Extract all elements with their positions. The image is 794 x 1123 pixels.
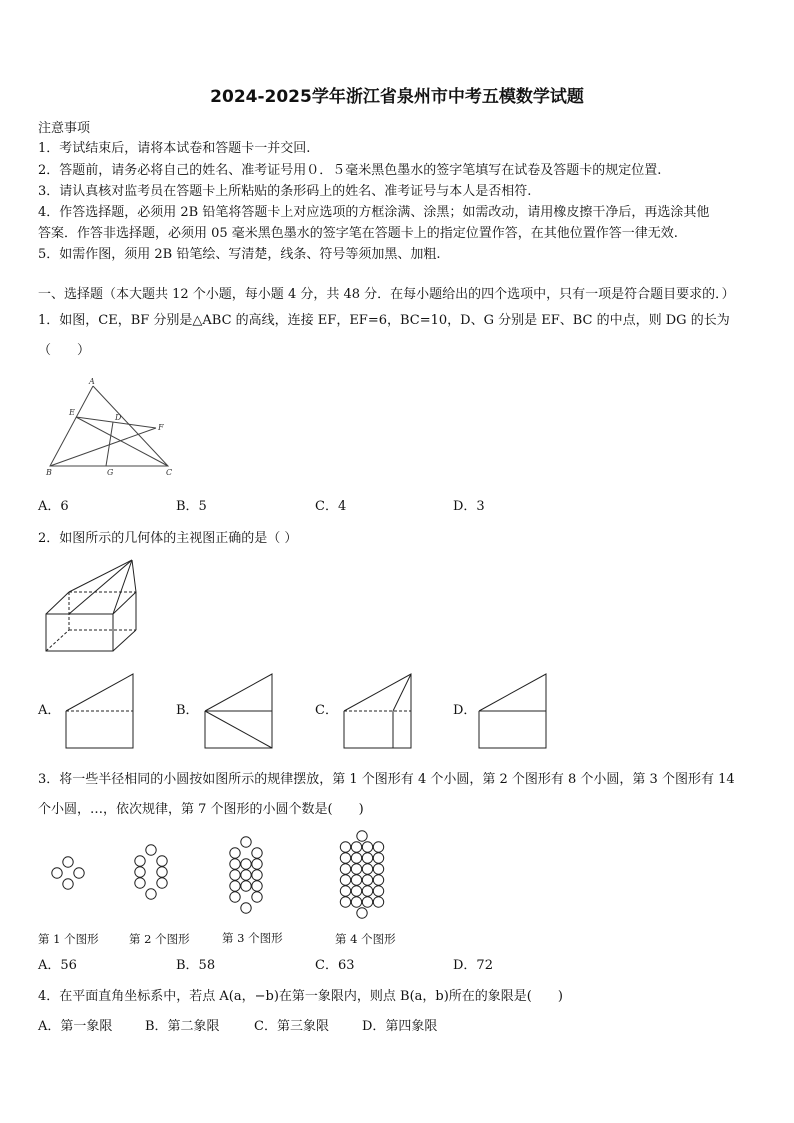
small-circle (351, 875, 361, 885)
question-2-text: 2．如图所示的几何体的主视图正确的是（ ） (38, 531, 298, 546)
option-c-label: C． (315, 703, 338, 718)
question-3-text: 3．将一些半径相同的小圆按如图所示的规律摆放，第 1 个图形有 4 个小圆，第 2 个图形有 8 个小圆，第 3 个图形有 14 (38, 772, 735, 787)
question-3-text-cont: 个小圆，…，依次规律，第 7 个图形的小圆个数是( ) (38, 802, 364, 817)
small-circle (241, 837, 251, 847)
question-4-text: 4．在平面直角坐标系中，若点 A(a，−b)在第一象限内，则点 B(a，b)所在的象限是( ) (38, 989, 563, 1004)
small-circle (340, 897, 350, 907)
option-b: B．第二象限 (145, 1019, 220, 1034)
small-circle (373, 897, 383, 907)
option-a: A．56 (38, 958, 77, 973)
small-circle (146, 845, 156, 855)
notice-heading: 注意事项 (38, 121, 91, 136)
small-circle (373, 886, 383, 896)
option-c-figure (342, 672, 414, 750)
small-circle (351, 886, 361, 896)
caption: 第 1 个图形 (38, 932, 99, 946)
option-a-figure (64, 672, 136, 750)
small-circle (230, 881, 240, 891)
small-circle (373, 864, 383, 874)
notice-item: 3．请认真核对监考员在答题卡上所粘贴的条形码上的姓名、准考证号与本人是否相符. (38, 184, 532, 199)
small-circle (135, 878, 145, 888)
circle-pattern-figure (48, 828, 388, 924)
question-1-text: 1．如图，CE，BF 分别是△ABC 的高线，连接 EF，EF=6，BC=10，D、G 分别是 EF、BC 的中点，则 DG 的长为 (38, 313, 730, 328)
option-c: C．4 (315, 499, 347, 514)
small-circle (241, 870, 251, 880)
small-circle (362, 897, 372, 907)
option-b-figure (203, 672, 275, 750)
section-heading: 一、选择题（本大题共 12 个小题，每小题 4 分，共 48 分．在每小题给出的四个选项中，只有一项是符合题目要求的．） (38, 287, 735, 302)
line-bf (50, 428, 156, 466)
notice-item: 4．作答选择题，必须用 2B 铅笔将答题卡上对应选项的方框涂满、涂黑；如需改动，请用橡皮擦干净后，再选涂其他 (38, 205, 710, 220)
small-circle (252, 870, 262, 880)
small-circle (241, 859, 251, 869)
small-circle (362, 886, 372, 896)
notice-item: 1．考试结束后，请将本试卷和答题卡一并交回. (38, 141, 311, 156)
small-circle (135, 856, 145, 866)
option-d: D．第四象限 (362, 1019, 438, 1034)
caption: 第 4 个图形 (335, 932, 396, 946)
small-circle (230, 892, 240, 902)
solid-figure (44, 557, 140, 653)
small-circle (230, 848, 240, 858)
small-circle (340, 875, 350, 885)
small-circle (362, 875, 372, 885)
small-circle (351, 864, 361, 874)
option-b: B．5 (176, 499, 207, 514)
option-d: D．72 (453, 958, 493, 973)
notice-item: 答案．作答非选择题，必须用 05 毫米黑色墨水的签字笔在答题卡上的指定位置作答，在其他位置作答一律无效. (38, 226, 678, 241)
small-circle (135, 867, 145, 877)
triangle-figure (40, 375, 185, 480)
small-circle (241, 903, 251, 913)
vertex-label: E (69, 408, 75, 417)
vertex-label: C (166, 468, 173, 477)
small-circle (230, 859, 240, 869)
small-circle (340, 886, 350, 896)
vertex-label: B (46, 468, 52, 477)
small-circle (252, 859, 262, 869)
small-circle (351, 897, 361, 907)
small-circle (252, 881, 262, 891)
option-c: C．第三象限 (254, 1019, 329, 1034)
small-circle (146, 889, 156, 899)
small-circle (340, 842, 350, 852)
small-circle (362, 853, 372, 863)
vertex-label: A (89, 377, 95, 386)
notice-item: 5．如需作图，须用 2B 铅笔绘、写清楚，线条、符号等须加黑、加粗. (38, 247, 441, 262)
caption: 第 2 个图形 (129, 932, 190, 946)
small-circle (252, 892, 262, 902)
option-d-label: D． (453, 703, 477, 718)
small-circle (241, 881, 251, 891)
notice-item: 2．答题前，请务必将自己的姓名、准考证号用０．５毫米黑色墨水的签字笔填写在试卷及答题卡的规定位置. (38, 163, 662, 178)
option-a: A．第一象限 (38, 1019, 113, 1034)
small-circle (340, 853, 350, 863)
vertex-label: F (158, 423, 164, 432)
small-circle (63, 879, 73, 889)
small-circle (157, 878, 167, 888)
vertex-label: D (115, 413, 122, 422)
triangle-side (50, 386, 168, 466)
small-circle (74, 868, 84, 878)
page-title: 2024-2025学年浙江省泉州市中考五模数学试题 (210, 87, 584, 107)
small-circle (362, 842, 372, 852)
question-1-blank: （ ） (38, 343, 91, 358)
small-circle (351, 853, 361, 863)
option-d-figure (477, 672, 549, 750)
small-circle (373, 875, 383, 885)
small-circle (340, 864, 350, 874)
small-circle (357, 908, 367, 918)
small-circle (357, 831, 367, 841)
small-circle (373, 853, 383, 863)
small-circle (362, 864, 372, 874)
small-circle (230, 870, 240, 880)
small-circle (52, 868, 62, 878)
small-circle (351, 842, 361, 852)
option-a-label: A． (38, 703, 61, 718)
small-circle (63, 857, 73, 867)
line-ce (76, 417, 168, 466)
option-b-label: B． (176, 703, 199, 718)
small-circle (252, 848, 262, 858)
caption: 第 3 个图形 (222, 931, 283, 945)
vertex-label: G (107, 468, 114, 477)
option-c: C．63 (315, 958, 355, 973)
small-circle (373, 842, 383, 852)
option-d: D．3 (453, 499, 485, 514)
small-circle (157, 856, 167, 866)
option-a: A．6 (38, 499, 69, 514)
option-b: B．58 (176, 958, 216, 973)
small-circle (157, 867, 167, 877)
